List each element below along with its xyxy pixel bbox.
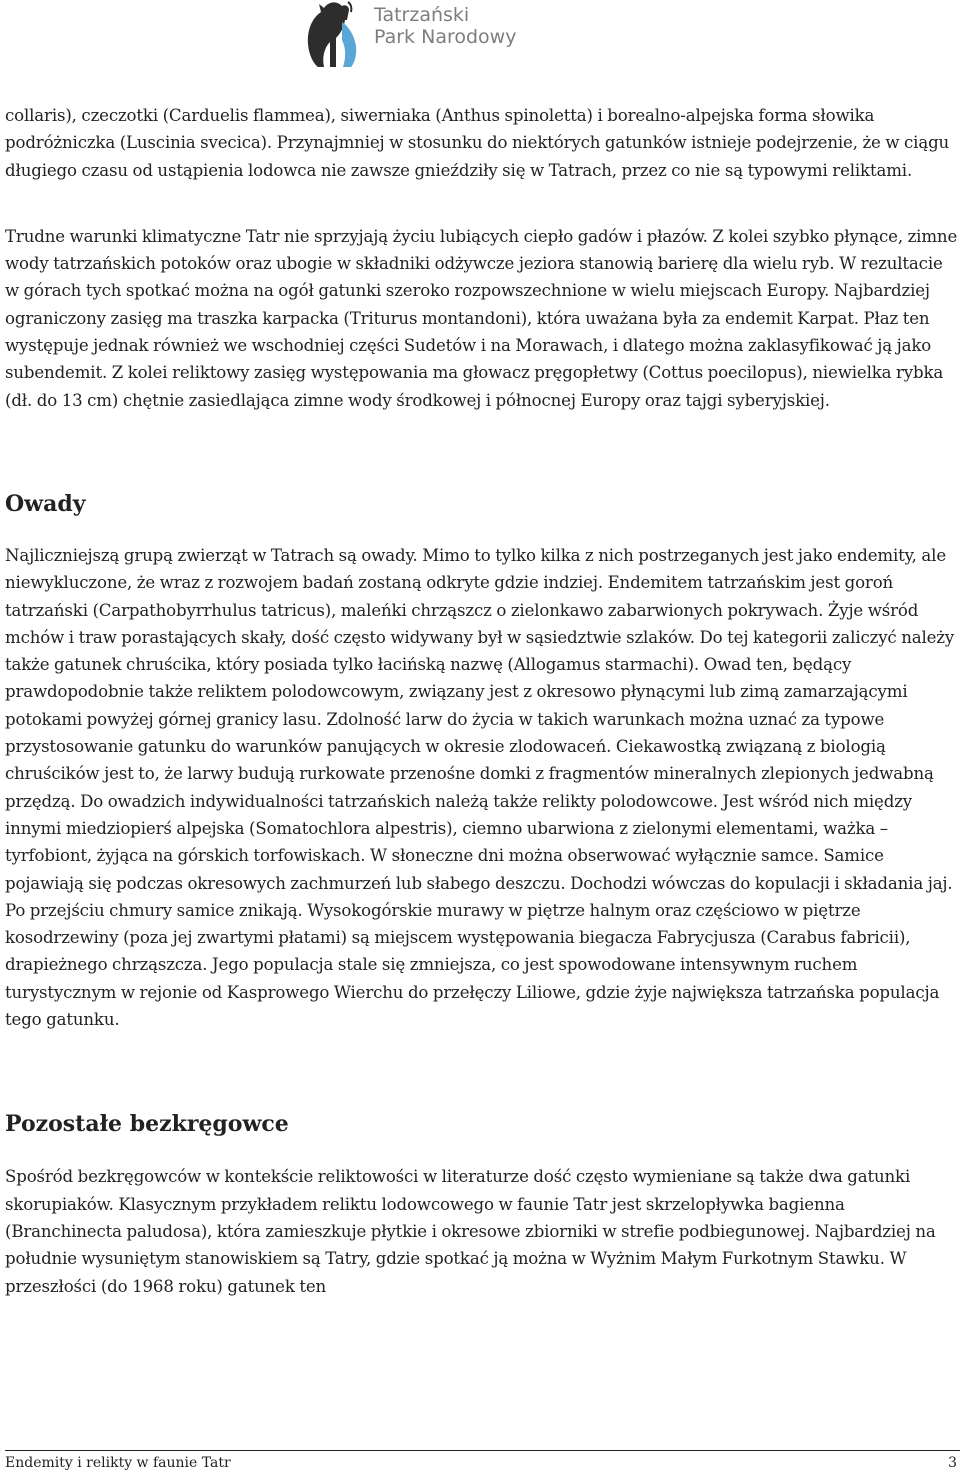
footer-page-number: 3 (948, 1455, 957, 1471)
article-body (5, 102, 960, 1300)
footer-document-title: Endemity i relikty w faunie Tatr (5, 1455, 231, 1471)
logo-line-1: Tatrzański (374, 4, 470, 26)
paragraph-insects: Najliczniejszą grupą zwierząt w Tatrach są owady. Mimo to tylko kilka z nich postrzeganych jest jako endemity, ale niewykluczone, że wraz z rozwojem badań zostaną odkryte gdzie indziej. Endemitem tatrzańskim jest goroń tatrzański (Carpathobyrrhulus tatricus), maleńki chrząszcz o zielonkawo zabarwionych pokrywach. Żyje wśród mchów i traw porastających skały, dość często widywany był w sąsiedztwie szlaków. Do tej kategorii zaliczyć należy także gatunek chruścika, który posiada tylko łacińską nazwę (Allogamus starmachi). Owad ten, będący prawdopodobnie także reliktem polodowcowym, związany jest z okresowo płynącymi lub zimą zamarzającymi potokami powyżej górnej granicy lasu. Zdolność larw do życia w takich warunkach można uznać za typowe przystosowanie gatunku do warunków panujących w okresie zlodowaceń. Ciekawostką związaną z biologią chruścików jest to, że larwy budują rurkowate przenośne domki z fragmentów mineralnych zlepionych jedwabną przędzą. Do owadzich indywidualności tatrzańskich należą także relikty polodowcowe. Jest wśród nich między innymi miedziopierś alpejska (Somatochlora alpestris), ciemno ubarwiona z zielonymi elementami, ważka – tyrfobiont, żyjąca na górskich torfowiskach. W słoneczne dni można obserwować wyłącznie samce. Samice pojawiają się podczas okresowych zachmurzeń lub słabego deszczu. Dochodzi wówczas do kopulacji i składania jaj. Po przejściu chmury samice znikają. Wysokogórskie murawy w piętrze halnym oraz częściowo w piętrze kosodrzewiny (poza jej zwartymi płatami) są miejscem występowania biegacza Fabrycjusza (Carabus fabricii), drapieżnego chrząszcza. Jego populacja stale się zmniejsza, co jest spowodowane intensywnym ruchem turystycznym w rejonie od Kasprowego Wierchu do przełęczy Liliowe, gdzie żyje największa tatrzańska populacja tego gatunku. (5, 545, 955, 1030)
paragraph-other-invertebrates: Spośród bezkręgowców w kontekście reliktowości w literaturze dość często wymieniane są także dwa gatunki skorupiaków. Klasycznym przykładem reliktu lodowcowego w faunie Tatr jest skrzelopływka bagienna (Branchinecta paludosa), która zamieszkuje płytkie i okresowe zbiorniki w strefie podbiegunowej. Najbardziej na południe wysuniętym stanowiskiem są Tatry, gdzie spotkać ją można w Wyżnim Małym Furkotnym Stawku. W przeszłości (do 1968 roku) gatunek ten (5, 1167, 936, 1296)
page-header (0, 0, 960, 70)
paragraph-birds-continued: collaris), czeczotki (Carduelis flammea), siwerniaka (Anthus spinoletta) i borealno-alpejska forma słowika podróżniczka (Luscinia svecica). Przynajmniej w stosunku do niektórych gatunków istnieje podejrzenie, że w ciągu długiego czasu od ustąpienia lodowca nie zawsze gnieździły się w Tatrach, przez co nie są typowymi reliktami. (5, 106, 950, 180)
logo-line-2: Park Narodowy (374, 26, 517, 48)
park-logo[interactable] (302, 0, 532, 68)
section-heading-owady: Owady (5, 490, 86, 517)
chamois-logo-icon (302, 0, 368, 68)
section-heading-pozostale: Pozostałe bezkręgowce (5, 1111, 289, 1138)
page-footer (5, 1450, 960, 1475)
paragraph-amphibians-fish: Trudne warunki klimatyczne Tatr nie sprzyjają życiu lubiących ciepło gadów i płazów. Z kolei szybko płynące, zimne wody tatrzańskich potoków oraz ubogie w składniki odżywcze jeziora stanowią barierę dla wielu ryb. W rezultacie w górach tych spotkać można na ogół gatunki szeroko rozpowszechnione w wielu miejscach Europy. Najbardziej ograniczony zasięg ma traszka karpacka (Triturus montandoni), która uważana była za endemit Karpat. Płaz ten występuje jednak również we wschodniej części Sudetów i na Morawach, i dlatego można zaklasyfikować ją jako subendemit. Z kolei reliktowy zasięg występowania ma głowacz pręgopłetwy (Cottus poecilopus), niewielka rybka (dł. do 13 cm) chętnie zasiedlająca zimne wody środkowej i północnej Europy oraz tajgi syberyjskiej. (5, 226, 958, 410)
logo-wordmark (374, 4, 516, 48)
